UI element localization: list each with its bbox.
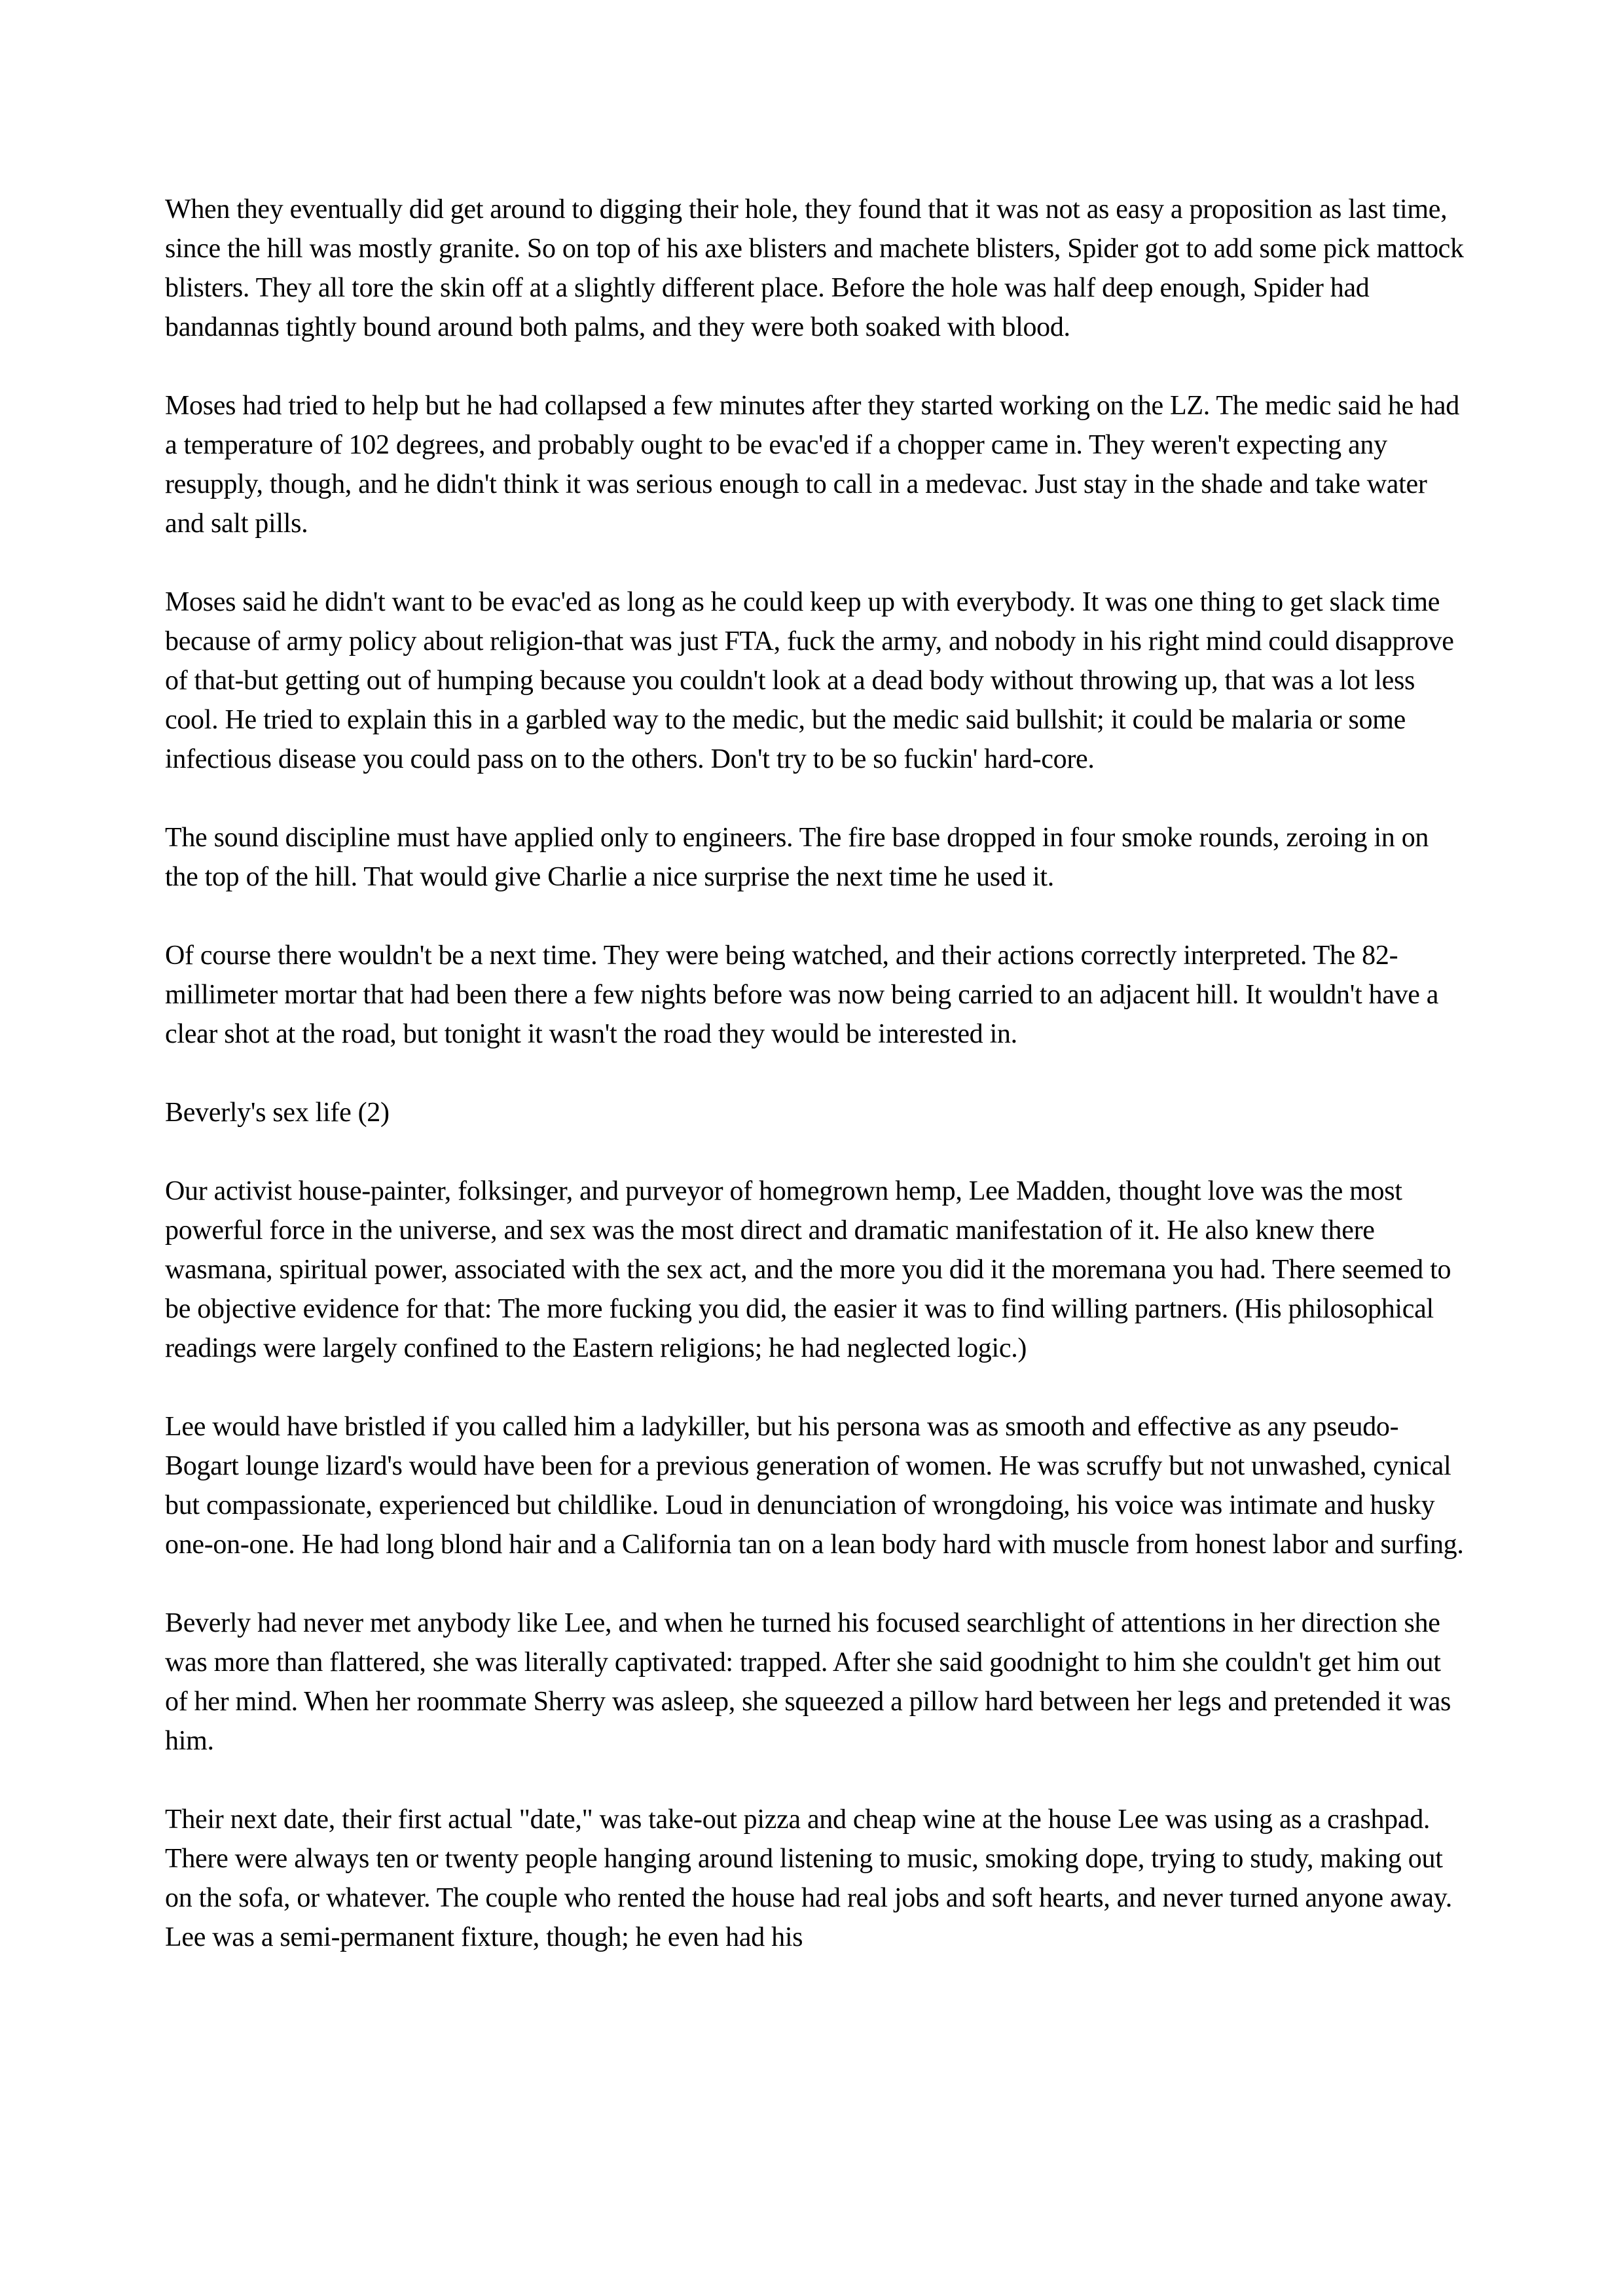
body-text [165, 190, 1468, 1996]
paragraph-moses-collapsed: Moses had tried to help but he had collapsed a few minutes after they started working on the LZ. The medic said he had a temperature of 102 degrees, and probably ought to be evac'ed if a chopper came in. They weren't expecting any resupply, though, and he didn't think it was serious enough to call in a medevac. Just stay in the shade and take water and salt pills. [165, 391, 1459, 539]
paragraph-moses-evac: Moses said he didn't want to be evac'ed as long as he could keep up with everybody. It was one thing to get slack time because of army policy about religion-that was just FTA, fuck the army, and nobody in his right mind could disapprove of that-but getting out of humping because you couldn't look at a dead body without throwing up, that was a lot less cool. He tried to explain this in a garbled way to the medic, but the medic said bullshit; it could be malaria or some infectious disease you could pass on to the others. Don't try to be so fuckin' hard-core. [165, 587, 1454, 774]
paragraph-sound-discipline: The sound discipline must have applied only to engineers. The fire base dropped in four smoke rounds, zeroing in on the top of the hill. That would give Charlie a nice surprise the next time he used it. [165, 823, 1429, 892]
paragraph-beverly-captivated: Beverly had never met anybody like Lee, and when he turned his focused searchlight of attentions in her direction she was more than flattered, she was literally captivated: trapped. After she said goodnight to him she couldn't get him out of her mind. When her roommate Sherry was asleep, she squeezed a pillow hard between her legs and pretended it was him. [165, 1608, 1451, 1756]
paragraph-next-time: Of course there wouldn't be a next time. They were being watched, and their actions correctly interpreted. The 82-millimeter mortar that had been there a few nights before was now being carried to an adjacent hill. It wouldn't have a clear shot at the road, but tonight it wasn't the road they would be interested in. [165, 941, 1439, 1049]
paragraph-lee-madden: Our activist house-painter, folksinger, and purveyor of homegrown hemp, Lee Madden, thought love was the most powerful force in the universe, and sex was the most direct and dramatic manifestation of it. He also knew there wasmana, spiritual power, associated with the sex act, and the more you did it the moremana you had. There seemed to be objective evidence for that: The more fucking you did, the easier it was to find willing partners. (His philosophical readings were largely confined to the Eastern religions; he had neglected logic.) [165, 1176, 1451, 1363]
paragraph-next-date: Their next date, their first actual "date," was take-out pizza and cheap wine at the house Lee was using as a crashpad. There were always ten or twenty people hanging around listening to music, smoking dope, trying to study, making out on the sofa, or whatever. The couple who rented the house had real jobs and soft hearts, and never turned anyone away. Lee was a semi-permanent fixture, though; he even had his [165, 1804, 1452, 1952]
section-heading: Beverly's sex life (2) [165, 1098, 390, 1128]
paragraph-ladykiller: Lee would have bristled if you called him a ladykiller, but his persona was as smooth and effective as any pseudo-Bogart lounge lizard's would have been for a previous generation of women. He was scruffy but not unwashed, cynical but compassionate, experienced but childlike. Loud in denunciation of wrongdoing, his voice was intimate and husky one-on-one. He had long blond hair and a California tan on a lean body hard with muscle from honest labor and surfing. [165, 1412, 1464, 1560]
paragraph-digging-hole: When they eventually did get around to digging their hole, they found that it was not as easy a proposition as last time, since the hill was mostly granite. So on top of his axe blisters and machete blisters, Spider got to add some pick mattock blisters. They all tore the skin off at a slightly different place. Before the hole was half deep enough, Spider had bandannas tightly bound around both palms, and they were both soaked with blood. [165, 194, 1464, 342]
